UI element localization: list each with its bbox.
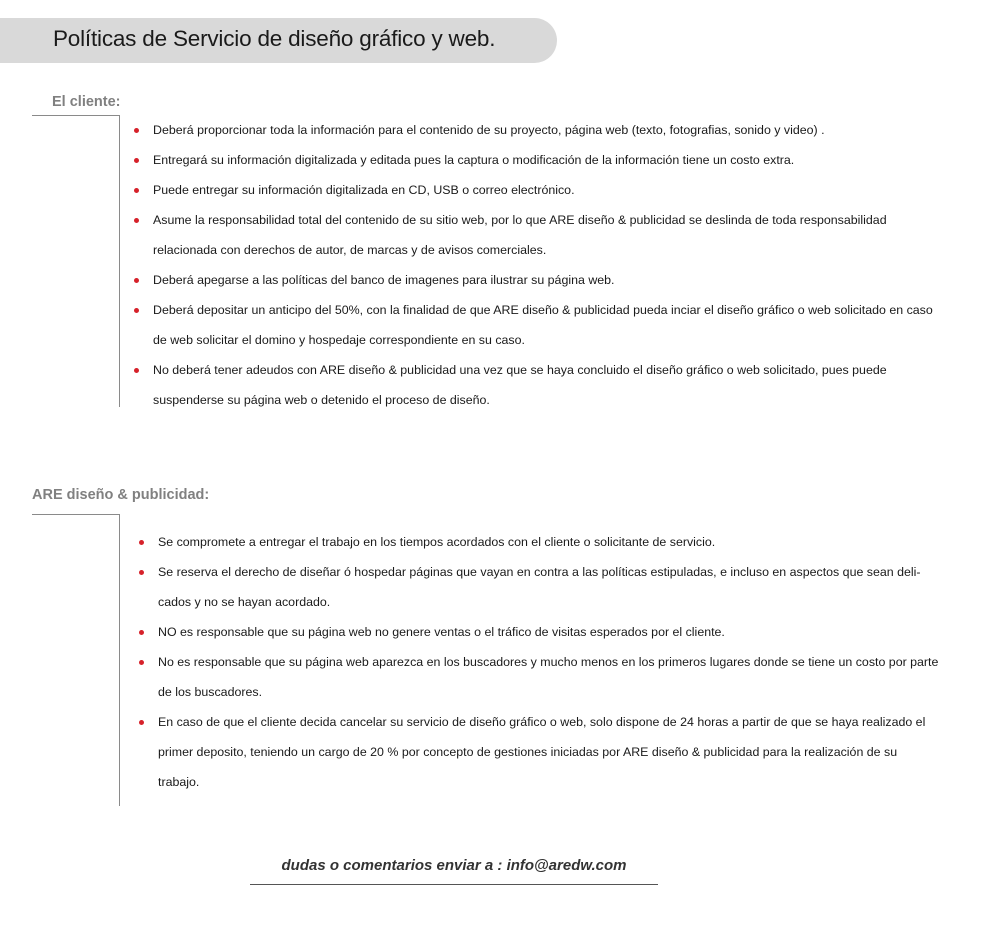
list-item <box>134 265 934 295</box>
list-item <box>139 557 939 617</box>
bullet-icon <box>134 308 139 313</box>
list-item-text: Asume la responsabilidad total del contenido de su sitio web, por lo que ARE diseño & publicidad se deslinda de toda responsabilidad relacionada con derechos de autor, de marcas y de avisos comerciales. <box>153 213 887 257</box>
list-item-text: Se reserva el derecho de diseñar ó hospedar páginas que vayan en contra a las políticas estipuladas, e incluso en aspectos que sean deli- cados y no se hayan acordado. <box>158 565 921 609</box>
client-section-heading: El cliente: <box>52 94 121 110</box>
list-item <box>139 647 939 707</box>
client-heading-rule <box>32 115 120 116</box>
bullet-icon <box>139 570 144 575</box>
bullet-icon <box>134 128 139 133</box>
client-policy-list <box>134 115 934 415</box>
list-item-text: Deberá apegarse a las políticas del banco de imagenes para ilustrar su página web. <box>153 273 615 287</box>
company-policy-list <box>139 527 939 797</box>
list-item <box>134 145 934 175</box>
client-vertical-rule <box>119 115 120 407</box>
bullet-icon <box>139 540 144 545</box>
bullet-icon <box>139 720 144 725</box>
list-item <box>134 205 934 265</box>
list-item <box>139 707 939 797</box>
bullet-icon <box>134 368 139 373</box>
bullet-icon <box>139 630 144 635</box>
page-title: Políticas de Servicio de diseño gráfico y web. <box>53 26 496 51</box>
bullet-icon <box>134 188 139 193</box>
list-item-text: NO es responsable que su página web no genere ventas o el tráfico de visitas esperados por el cliente. <box>158 625 725 639</box>
company-section-heading: ARE diseño & publicidad: <box>32 487 210 503</box>
bullet-icon <box>139 660 144 665</box>
bullet-icon <box>134 218 139 223</box>
company-vertical-rule <box>119 514 120 806</box>
list-item-text: Deberá depositar un anticipo del 50%, con la finalidad de que ARE diseño & publicidad pueda inciar el diseño gráfico o web solicitado en caso de web solicitar el domino y hospedaje correspondiente en su caso. <box>153 303 933 347</box>
bullet-icon <box>134 278 139 283</box>
list-item-text: Deberá proporcionar toda la información para el contenido de su proyecto, página web (texto, fotografias, sonido y video) . <box>153 123 825 137</box>
list-item-text: En caso de que el cliente decida cancelar su servicio de diseño gráfico o web, solo dispone de 24 horas a partir de que se haya realizado el primer deposito, teniendo un cargo de 20 % por concepto de gestiones iniciadas por ARE diseño & publicidad para la realización de su trabajo. <box>158 715 926 789</box>
list-item-text: Se compromete a entregar el trabajo en los tiempos acordados con el cliente o solicitante de servicio. <box>158 535 716 549</box>
list-item <box>134 115 934 145</box>
list-item <box>139 527 939 557</box>
list-item <box>134 295 934 355</box>
list-item-text: Entregará su información digitalizada y editada pues la captura o modificación de la información tiene un costo extra. <box>153 153 795 167</box>
bullet-icon <box>134 158 139 163</box>
list-item-text: Puede entregar su información digitalizada en CD, USB o correo electrónico. <box>153 183 575 197</box>
list-item-text: No deberá tener adeudos con ARE diseño & publicidad una vez que se haya concluido el diseño gráfico o web solicitado, pues puede suspenderse su página web o detenido el proceso de diseño. <box>153 363 887 407</box>
list-item <box>139 617 939 647</box>
list-item-text: No es responsable que su página web aparezca en los buscadores y mucho menos en los primeros lugares donde se tiene un costo por parte de los buscadores. <box>158 655 939 699</box>
list-item <box>134 175 934 205</box>
title-banner <box>0 18 557 63</box>
company-heading-rule <box>32 514 120 515</box>
contact-footer-text: dudas o comentarios enviar a : info@aredw.com <box>281 857 627 874</box>
footer-rule <box>250 884 658 885</box>
list-item <box>134 355 934 415</box>
